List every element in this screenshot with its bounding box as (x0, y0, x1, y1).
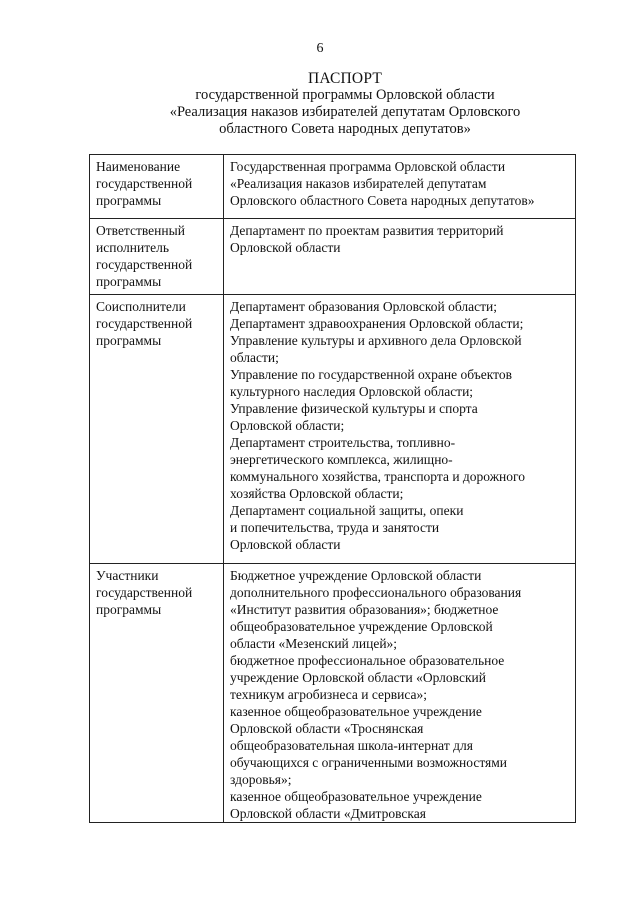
row-value-line: техникум агробизнеса и сервиса»; (230, 687, 428, 702)
row-value-line: Орловской области «Троснянская (230, 721, 424, 736)
row-value-line: энергетического комплекса, жилищно- (230, 452, 453, 467)
row-value-line: общеобразовательная школа-интернат для (230, 738, 473, 753)
row-value-line: казенное общеобразовательное учреждение (230, 704, 482, 719)
passport-row (90, 219, 576, 295)
row-label-cell (90, 155, 224, 219)
row-value-line: Орловской области (230, 240, 341, 255)
row-label-cell (90, 295, 224, 564)
row-value-line: бюджетное профессиональное образовательное (230, 653, 505, 668)
row-label-cell (90, 219, 224, 295)
row-label-line: государственной (96, 316, 193, 331)
row-value-line: обучающихся с ограниченными возможностями (230, 755, 508, 770)
row-label-cell (90, 564, 224, 823)
row-value-line: Орловской области; (230, 418, 345, 433)
row-label-line: Ответственный (96, 223, 185, 238)
passport-row (90, 155, 576, 219)
row-value-line: Бюджетное учреждение Орловской области (230, 568, 482, 583)
document-title: ПАСПОРТ (307, 70, 383, 87)
row-value-line: общеобразовательное учреждение Орловской (230, 619, 493, 634)
row-value-line: «Реализация наказов избирателей депутатам (230, 176, 487, 191)
row-value-line: Департамент социальной защиты, опеки (230, 503, 464, 518)
row-value-line: коммунального хозяйства, транспорта и дорожного (230, 469, 525, 484)
row-value-line: дополнительного профессионального образования (230, 585, 522, 600)
passport-table (89, 154, 576, 823)
row-label-line: Участники (96, 568, 159, 583)
row-label-line: государственной (96, 585, 193, 600)
document-heading (150, 70, 540, 138)
row-value-line: Управление по государственной охране объектов (230, 367, 512, 382)
row-label-line: исполнитель (96, 240, 169, 255)
row-label-line: программы (96, 274, 162, 289)
page-number: 6 (316, 41, 324, 56)
row-value-line: Управление физической культуры и спорта (230, 401, 478, 416)
row-value-line: Департамент по проектам развития территорий (230, 223, 504, 238)
row-value-cell (224, 295, 576, 564)
row-value-cell (224, 155, 576, 219)
row-value-line: Орловского областного Совета народных депутатов» (230, 193, 535, 208)
row-label-line: Наименование (96, 159, 181, 174)
row-label-line: государственной (96, 257, 193, 272)
row-value-line: казенное общеобразовательное учреждение (230, 789, 482, 804)
passport-table-body (90, 155, 576, 823)
row-value-line: Управление культуры и архивного дела Орловской (230, 333, 522, 348)
passport-row (90, 295, 576, 564)
row-value-line: Орловской области (230, 537, 341, 552)
row-value-cell (224, 219, 576, 295)
row-value-line: учреждение Орловской области «Орловский (230, 670, 486, 685)
row-label-line: государственной (96, 176, 193, 191)
row-label-line: программы (96, 193, 162, 208)
passport-row (90, 564, 576, 823)
document-subtitle-line: областного Совета народных депутатов» (219, 121, 471, 137)
row-value-line: «Институт развития образования»; бюджетное (230, 602, 499, 617)
row-value-line: области «Мезенский лицей»; (230, 636, 398, 651)
row-value-line: здоровья»; (230, 772, 292, 787)
row-value-line: культурного наследия Орловской области; (230, 384, 474, 399)
document-subtitle-line: «Реализация наказов избирателей депутатам Орловского (169, 104, 521, 120)
row-value-cell (224, 564, 576, 823)
row-value-line: и попечительства, труда и занятости (230, 520, 440, 535)
row-value-line: Орловской области «Дмитровская (230, 806, 426, 821)
row-value-line: хозяйства Орловской области; (230, 486, 404, 501)
row-value-line: Департамент образования Орловской области; (230, 299, 498, 314)
row-label-line: Соисполнители (96, 299, 186, 314)
row-label-line: программы (96, 333, 162, 348)
row-value-line: области; (230, 350, 279, 365)
document-subtitle-line: государственной программы Орловской области (195, 87, 495, 103)
row-label-line: программы (96, 602, 162, 617)
row-value-line: Департамент строительства, топливно- (230, 435, 456, 450)
row-value-line: Департамент здравоохранения Орловской области; (230, 316, 524, 331)
row-value-line: Государственная программа Орловской области (230, 159, 506, 174)
